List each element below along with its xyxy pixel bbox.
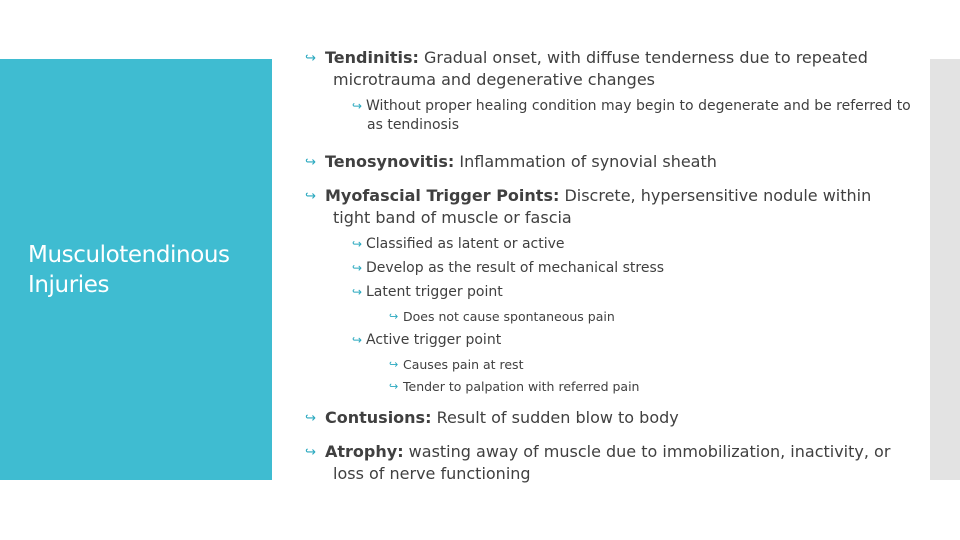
bullet-icon: ↪ <box>305 189 316 204</box>
bullet-icon: ↪ <box>305 155 316 170</box>
bullet-list <box>305 47 913 485</box>
bullet-tendinitis: ↪ Tendinitis: Gradual onset, with diffuse tenderness due to repeated microtrauma and degenerative changes <box>305 48 868 89</box>
bullet-icon: ↪ <box>389 380 399 393</box>
bullet-icon: ↪ <box>305 411 316 426</box>
bullet-icon: ↪ <box>305 51 316 66</box>
bullet-icon: ↪ <box>352 261 363 275</box>
bullet-icon: ↪ <box>389 358 399 371</box>
bullet-icon: ↪ <box>389 310 399 323</box>
right-decorative-bar <box>930 59 960 480</box>
bullet-myofascial-sub-1: ↪ Classified as latent or active <box>352 236 565 252</box>
bullet-tendinitis-sub: ↪ Without proper healing condition may begin to degenerate and be referred to as tendinosis <box>352 98 911 133</box>
bullet-icon: ↪ <box>352 285 363 299</box>
bullet-icon: ↪ <box>352 333 363 347</box>
bullet-icon: ↪ <box>352 237 363 251</box>
bullet-myofascial: ↪ Myofascial Trigger Points: Discrete, hypersensitive nodule within tight band of muscle or fascia <box>305 186 872 227</box>
bullet-icon: ↪ <box>352 99 363 113</box>
bullet-icon: ↪ <box>305 445 316 460</box>
bullet-contusions: ↪ Contusions: Result of sudden blow to body <box>313 407 913 429</box>
bullet-active-sub-1: ↪ Causes pain at rest <box>389 357 524 372</box>
slide-title: Musculotendinous Injuries <box>28 242 230 298</box>
bullet-active-sub-2: ↪ Tender to palpation with referred pain <box>389 379 640 394</box>
bullet-atrophy: ↪ Atrophy: wasting away of muscle due to immobilization, inactivity, or loss of nerve functioning <box>305 442 891 483</box>
bullet-myofascial-sub-4: ↪ Active trigger point <box>352 332 502 348</box>
bullet-tenosynovitis: ↪ Tenosynovitis: Inflammation of synovial sheath <box>313 151 913 173</box>
bullet-myofascial-sub-2: ↪ Develop as the result of mechanical stress <box>352 260 665 276</box>
bullet-latent-sub-1: ↪ Does not cause spontaneous pain <box>389 309 615 324</box>
bullet-myofascial-sub-3: ↪ Latent trigger point <box>352 284 503 300</box>
